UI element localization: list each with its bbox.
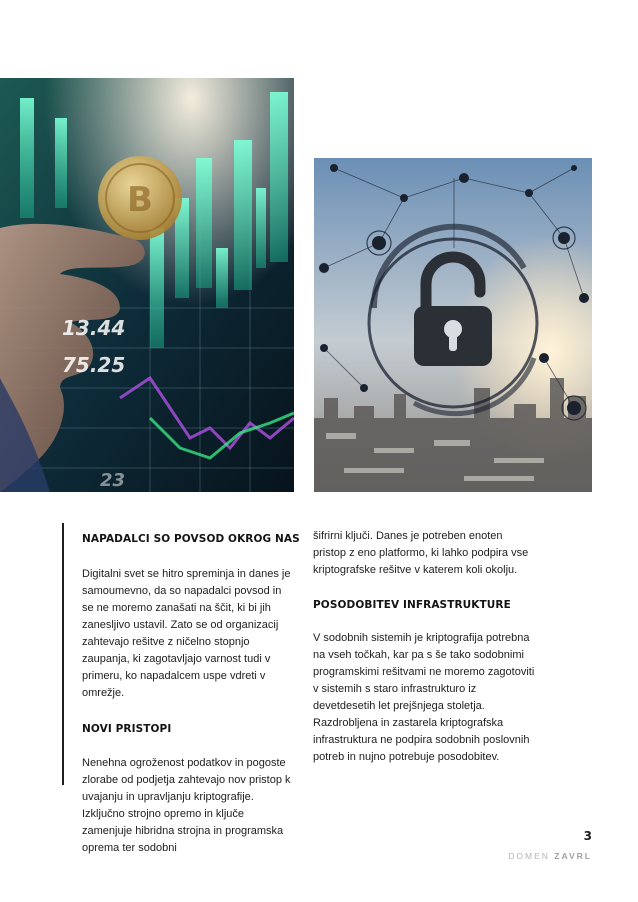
paragraph-attackers: Digitalni svet se hitro spreminja in danes je samoumevno, da so napadalci povsod in se ne moremo zanašati na ščit, ki bi jih zanesljivo ustavil. Zato se od organizacij zahtevajo rešitve z ničelno stopnjo zaupanja, ki zagotavljajo varnost tudi v primeru, ko napadalcem uspe vdreti v omrežje.	[82, 568, 291, 699]
left-text-column	[82, 528, 300, 857]
crypto-chart-image	[0, 78, 294, 492]
heading-attackers: NAPADALCI SO POVSOD OKROG NAS	[82, 533, 300, 545]
right-text-column	[313, 528, 537, 766]
heading-new-approaches: NOVI PRISTOPI	[82, 723, 172, 735]
chart-value-2: 75.25	[62, 353, 126, 377]
column-divider	[62, 523, 64, 785]
svg-text:B: B	[127, 180, 153, 220]
author-footer	[508, 851, 592, 861]
author-last-name: ZAVRL	[554, 851, 592, 861]
author-first-name: DOMEN	[508, 851, 550, 861]
page-number: 3	[583, 829, 592, 843]
heading-infrastructure: POSODOBITEV INFRASTRUKTURE	[313, 599, 511, 611]
paragraph-continuation: šifrirni ključi. Danes je potreben enoten pristop z eno platformo, ki lahko podpira vse kriptografske rešitve v katerem koli okolju.	[313, 530, 529, 576]
paragraph-new-approaches: Nenehna ogroženost podatkov in pogoste zlorabe od podjetja zahtevajo nov pristop k uvajanju in upravljanju kriptografije. Izključno strojno opremo in ključe zamenjuje hibridna strojna in programska oprema ter sodobni	[82, 757, 291, 854]
padlock-network-image	[314, 158, 592, 492]
chart-value-1: 13.44	[62, 316, 126, 340]
chart-value-3: 23	[100, 470, 126, 491]
paragraph-infrastructure: V sodobnih sistemih je kriptografija potrebna na vseh točkah, kar pa s še tako sodobnimi programskimi rešitvami ne moremo zagotoviti v sistemih s staro infrastrukturo iz devetdesetih let prejšnjega stoletja. Razdrobljena in zastarela kriptografska infrastruktura ne podpira sodobnih poslovnih potreb in nujno potrebuje posodobitev.	[313, 632, 535, 763]
